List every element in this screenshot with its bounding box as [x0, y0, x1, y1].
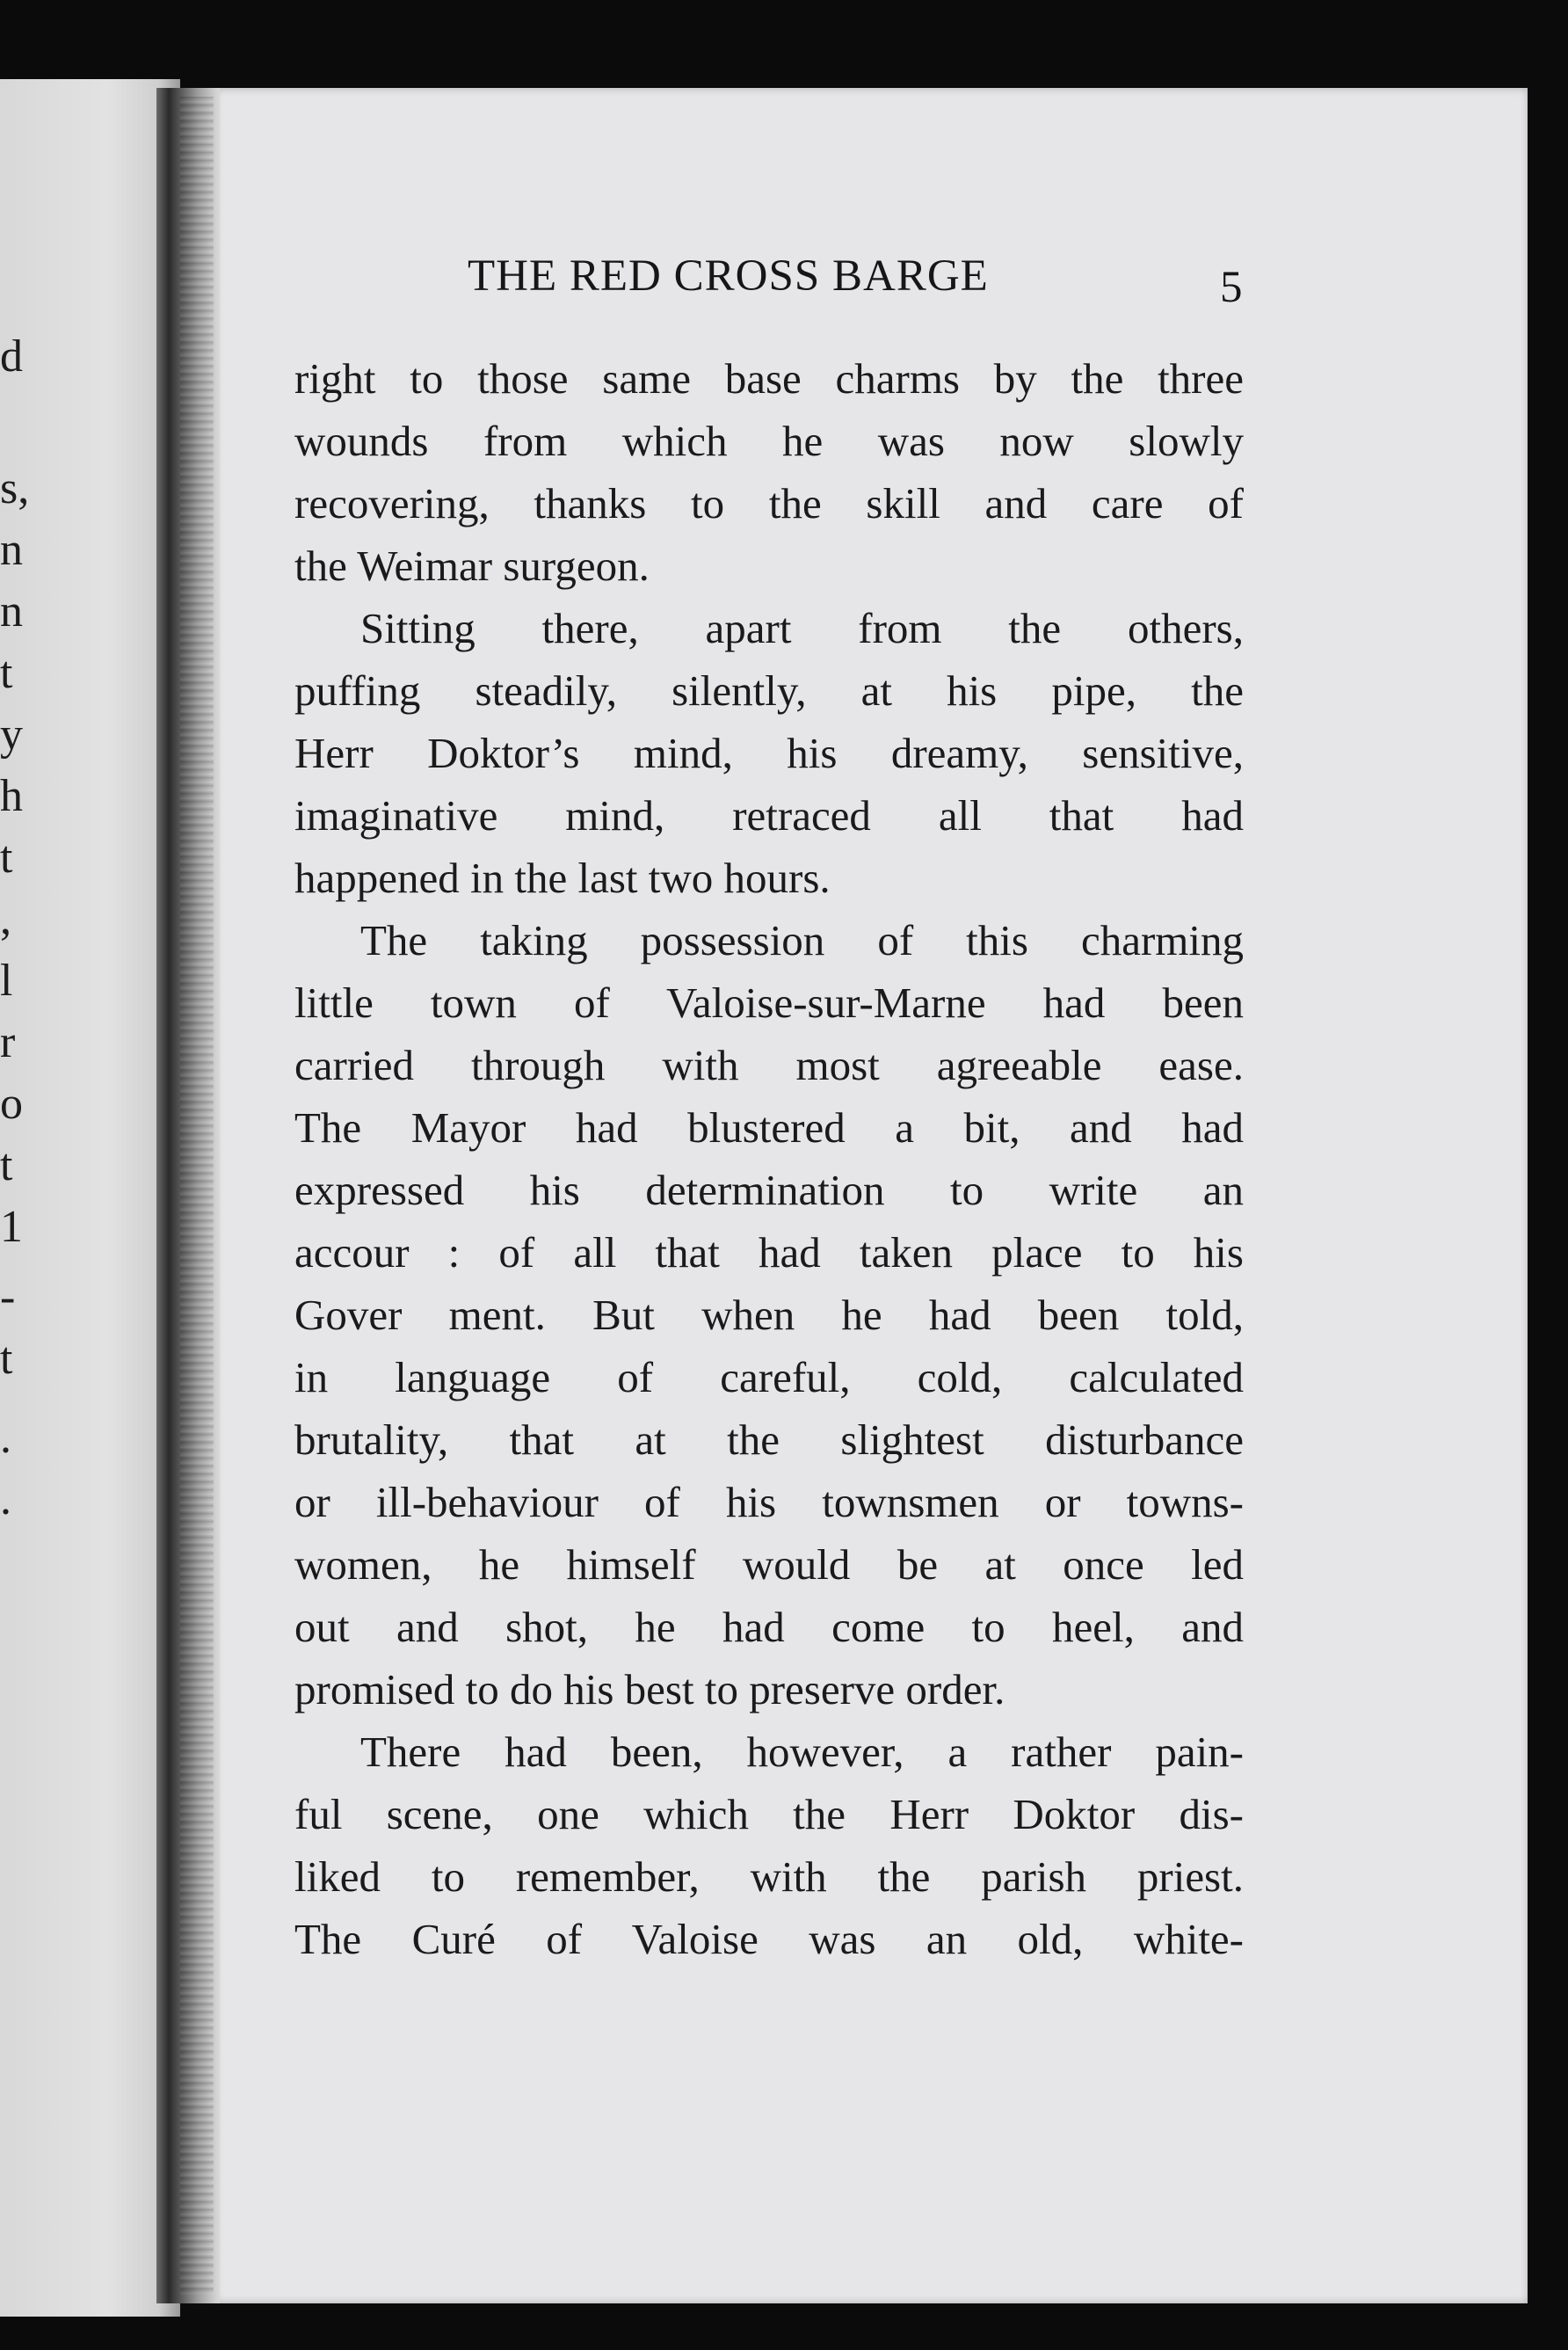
text-line: happened in the last two hours.	[294, 854, 831, 902]
text-line: The taking possession of this charming	[360, 916, 1244, 964]
facing-page-fragment: t	[0, 1140, 13, 1190]
text-line: right to those same base charms by the three	[294, 354, 1244, 403]
facing-page-fragment: -	[0, 1272, 16, 1322]
facing-page-edge	[0, 79, 180, 2317]
text-line: little town of Valoise-sur-Marne had been	[294, 979, 1244, 1027]
text-line: in language of careful, cold, calculated	[294, 1353, 1244, 1401]
text-line: expressed his determination to write an	[294, 1166, 1244, 1214]
text-line: imaginative mind, retraced all that had	[294, 791, 1244, 840]
facing-page-fragment: y	[0, 709, 23, 760]
facing-page-fragment: .	[0, 1474, 11, 1524]
facing-page-fragment: r	[0, 1017, 16, 1067]
text-line: Herr Doktor’s mind, his dreamy, sensitive,	[294, 729, 1244, 777]
facing-page-fragment: ,	[0, 894, 11, 944]
text-line: carried through with most agreeable ease.	[294, 1041, 1244, 1089]
text-line: The Curé of Valoise was an old, white-	[294, 1915, 1244, 1963]
text-line: There had been, however, a rather pain-	[360, 1728, 1244, 1776]
text-line: ful scene, one which the Herr Doktor dis-	[294, 1790, 1244, 1838]
text-line: the Weimar surgeon.	[294, 542, 650, 590]
facing-page-fragment: 1	[0, 1202, 23, 1252]
text-line: puffing steadily, silently, at his pipe, the	[294, 666, 1244, 715]
page-number: 5	[1220, 263, 1243, 312]
text-line: women, he himself would be at once led	[294, 1540, 1244, 1589]
text-line: out and shot, he had come to heel, and	[294, 1603, 1244, 1651]
facing-page-fragment: t	[0, 833, 13, 883]
gutter-texture	[180, 97, 214, 2295]
facing-page-fragment: n	[0, 525, 23, 575]
facing-page-fragment: s,	[0, 463, 30, 513]
text-line: liked to remember, with the parish priest.	[294, 1852, 1244, 1901]
text-line: brutality, that at the slightest disturbance	[294, 1415, 1244, 1464]
facing-page-fragment: .	[0, 1413, 11, 1463]
facing-page-fragment: t	[0, 648, 13, 698]
facing-page-fragment: l	[0, 956, 13, 1006]
text-line: recovering, thanks to the skill and care of	[294, 479, 1244, 527]
facing-page-fragment: n	[0, 586, 23, 637]
page-background-edge	[1528, 88, 1568, 2350]
text-line: The Mayor had blustered a bit, and had	[294, 1103, 1244, 1152]
running-head: THE RED CROSS BARGE	[468, 251, 989, 301]
body-text	[294, 347, 1244, 1970]
facing-page-fragment: o	[0, 1079, 23, 1129]
text-line: wounds from which he was now slowly	[294, 417, 1244, 465]
facing-page-fragment: t	[0, 1334, 13, 1384]
facing-page-fragment: h	[0, 771, 23, 821]
text-line: Sitting there, apart from the others,	[360, 604, 1244, 652]
text-line: Gover ment. But when he had been told,	[294, 1291, 1244, 1339]
text-line: accour : of all that had taken place to his	[294, 1228, 1244, 1277]
facing-page-fragment: d	[0, 331, 23, 382]
text-line: promised to do his best to preserve order.	[294, 1665, 1005, 1713]
text-line: or ill-behaviour of his townsmen or towns-	[294, 1478, 1244, 1526]
